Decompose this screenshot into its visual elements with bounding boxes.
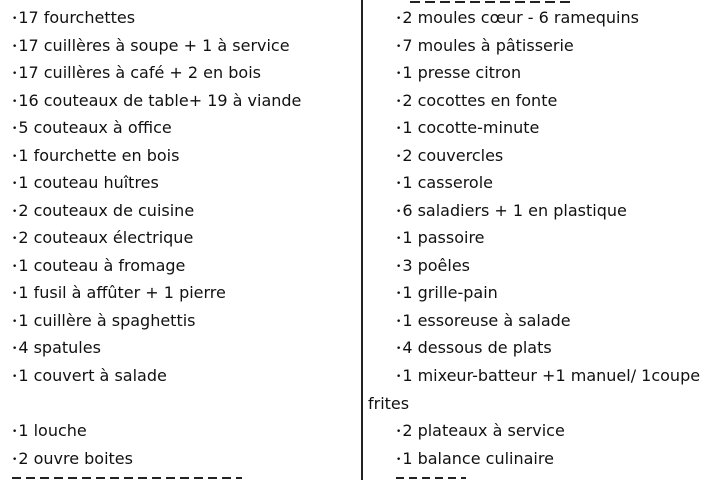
list-item bbox=[12, 311, 196, 331]
item-text: 1 louche bbox=[18, 421, 87, 440]
item-text: 16 couteaux de table+ 19 à viande bbox=[18, 91, 302, 110]
item-text: 2 cocottes en fonte bbox=[402, 91, 558, 110]
list-item bbox=[396, 449, 554, 469]
item-text: 1 fusil à affûter + 1 pierre bbox=[18, 283, 226, 302]
list-item bbox=[12, 63, 261, 83]
bullet-icon: • bbox=[396, 262, 402, 272]
list-item bbox=[12, 228, 193, 248]
list-item bbox=[12, 146, 179, 166]
list-item bbox=[396, 256, 470, 276]
bullet-icon: • bbox=[12, 289, 18, 299]
bullet-icon: • bbox=[12, 179, 18, 189]
list-item bbox=[12, 118, 172, 138]
bullet-icon: • bbox=[12, 262, 18, 272]
list-item bbox=[12, 91, 301, 111]
bullet-icon: • bbox=[396, 289, 402, 299]
bullet-icon: • bbox=[396, 455, 402, 465]
list-item bbox=[12, 449, 133, 469]
bullet-icon: • bbox=[12, 152, 18, 162]
item-text: 5 couteaux à office bbox=[18, 118, 172, 137]
bullet-icon: • bbox=[396, 69, 402, 79]
item-text: 3 poêles bbox=[402, 256, 470, 275]
bullet-icon: • bbox=[12, 372, 18, 382]
list-item bbox=[396, 63, 521, 83]
bullet-icon: • bbox=[396, 317, 402, 327]
bullet-icon: • bbox=[396, 124, 402, 134]
list-item bbox=[12, 8, 135, 28]
item-text: 1 couvert à salade bbox=[18, 366, 167, 385]
item-text: 1 couteau huîtres bbox=[18, 173, 159, 192]
item-text: 1 mixeur-batteur +1 manuel/ 1coupe bbox=[402, 366, 701, 385]
item-text: 1 casserole bbox=[402, 173, 493, 192]
item-text: 17 cuillères à soupe + 1 à service bbox=[18, 36, 290, 55]
item-text: 2 couvercles bbox=[402, 146, 504, 165]
item-text: 17 cuillères à café + 2 en bois bbox=[18, 63, 261, 82]
list-item bbox=[396, 8, 639, 28]
item-text: 2 couteaux électrique bbox=[18, 228, 194, 247]
list-item bbox=[396, 311, 571, 331]
list-item bbox=[396, 36, 574, 56]
bullet-icon: • bbox=[12, 124, 18, 134]
bullet-icon: • bbox=[12, 455, 18, 465]
item-text: 1 essoreuse à salade bbox=[402, 311, 571, 330]
list-item bbox=[396, 118, 539, 138]
list-item bbox=[396, 173, 493, 193]
bullet-icon: • bbox=[396, 42, 402, 52]
item-text: 4 spatules bbox=[18, 338, 101, 357]
item-text: 2 couteaux de cuisine bbox=[18, 201, 195, 220]
bullet-icon: • bbox=[396, 234, 402, 244]
bullet-icon: • bbox=[12, 42, 18, 52]
list-item-continuation bbox=[368, 394, 409, 414]
item-text: 1 cocotte-minute bbox=[402, 118, 540, 137]
bullet-icon: • bbox=[396, 179, 402, 189]
list-item bbox=[396, 283, 498, 303]
bullet-icon: • bbox=[396, 97, 402, 107]
item-text: 1 fourchette en bois bbox=[18, 146, 180, 165]
bullet-icon: • bbox=[12, 207, 18, 217]
list-item bbox=[396, 338, 552, 358]
item-text: 2 plateaux à service bbox=[402, 421, 565, 440]
list-item bbox=[396, 201, 627, 221]
item-text: 17 fourchettes bbox=[18, 8, 136, 27]
item-text: 1 cuillère à spaghettis bbox=[18, 311, 196, 330]
list-item bbox=[12, 421, 87, 441]
cropped-line-fragment bbox=[12, 475, 242, 480]
bullet-icon: • bbox=[12, 427, 18, 437]
item-text: 1 presse citron bbox=[402, 63, 522, 82]
item-text: 1 passoire bbox=[402, 228, 485, 247]
item-text: 2 moules cœur - 6 ramequins bbox=[402, 8, 639, 27]
column-divider bbox=[361, 0, 363, 480]
bullet-icon: • bbox=[396, 427, 402, 437]
bullet-icon: • bbox=[12, 317, 18, 327]
list-item bbox=[12, 201, 194, 221]
item-text: 1 couteau à fromage bbox=[18, 256, 186, 275]
bullet-icon: • bbox=[12, 344, 18, 354]
bullet-icon: • bbox=[12, 97, 18, 107]
list-item bbox=[12, 36, 290, 56]
cropped-line-fragment bbox=[410, 0, 570, 4]
list-item bbox=[396, 421, 565, 441]
item-text: 7 moules à pâtisserie bbox=[402, 36, 574, 55]
list-item bbox=[396, 146, 503, 166]
list-item bbox=[12, 173, 159, 193]
bullet-icon: • bbox=[396, 14, 402, 24]
list-item bbox=[12, 338, 101, 358]
item-text: 6 saladiers + 1 en plastique bbox=[402, 201, 627, 220]
item-text: 1 balance culinaire bbox=[402, 449, 554, 468]
list-item bbox=[396, 366, 700, 386]
item-text: 1 grille-pain bbox=[402, 283, 498, 302]
list-item bbox=[396, 91, 557, 111]
list-item bbox=[12, 256, 185, 276]
bullet-icon: • bbox=[396, 207, 402, 217]
bullet-icon: • bbox=[12, 14, 18, 24]
bullet-icon: • bbox=[396, 344, 402, 354]
list-item bbox=[396, 228, 485, 248]
list-item bbox=[12, 283, 226, 303]
bullet-icon: • bbox=[12, 69, 18, 79]
item-text: 2 ouvre boites bbox=[18, 449, 133, 468]
bullet-icon: • bbox=[12, 234, 18, 244]
item-text: 4 dessous de plats bbox=[402, 338, 552, 357]
bullet-icon: • bbox=[396, 372, 402, 382]
cropped-line-fragment bbox=[396, 476, 466, 480]
item-text: frites bbox=[368, 394, 410, 413]
list-item bbox=[12, 366, 167, 386]
bullet-icon: • bbox=[396, 152, 402, 162]
